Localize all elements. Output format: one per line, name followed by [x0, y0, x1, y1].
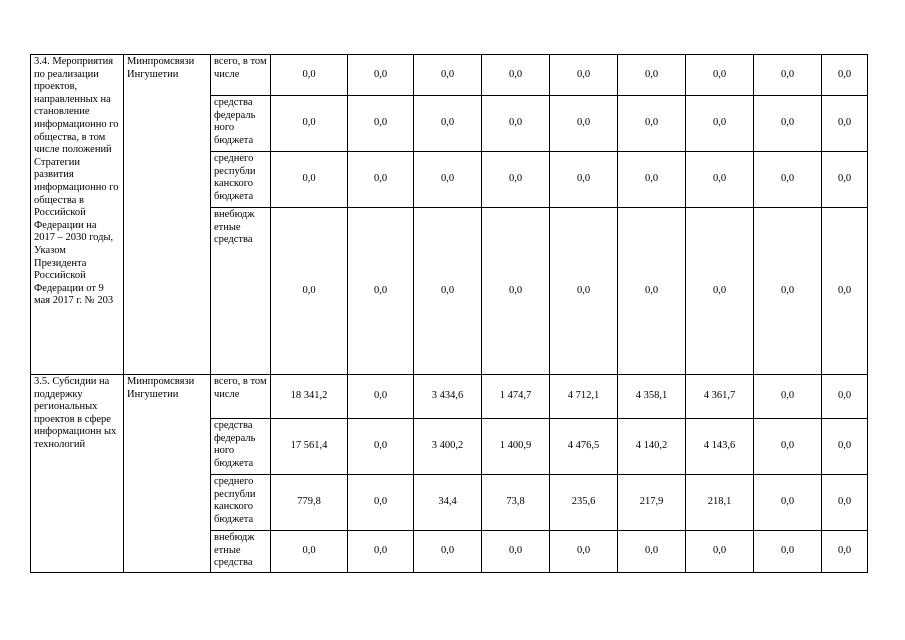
value-cell: 0,0: [348, 55, 414, 96]
value-cell: 0,0: [348, 152, 414, 208]
value-cell: 0,0: [550, 96, 618, 152]
source-label: среднего республи канского бюджета: [211, 152, 271, 208]
value-cell: 18 341,2: [271, 375, 348, 419]
measure-cell: 3.5. Субсидии на поддержку региональных проектов в сфере информационн ых технологий: [31, 375, 124, 573]
value-cell: 1 474,7: [482, 375, 550, 419]
value-cell: 4 712,1: [550, 375, 618, 419]
value-cell: 0,0: [348, 531, 414, 573]
value-cell: 0,0: [348, 419, 414, 475]
value-cell: 0,0: [618, 208, 686, 375]
value-cell: 0,0: [754, 419, 822, 475]
value-cell: 0,0: [686, 531, 754, 573]
source-label: внебюдж етные средства: [211, 531, 271, 573]
value-cell: 779,8: [271, 475, 348, 531]
value-cell: 0,0: [754, 55, 822, 96]
value-cell: 0,0: [550, 531, 618, 573]
budget-table: [30, 54, 868, 573]
source-label: средства федераль ного бюджета: [211, 419, 271, 475]
value-cell: 0,0: [618, 96, 686, 152]
value-cell: 4 358,1: [618, 375, 686, 419]
source-label: внебюдж етные средства: [211, 208, 271, 375]
value-cell: 0,0: [686, 208, 754, 375]
value-cell: 0,0: [271, 531, 348, 573]
value-cell: 17 561,4: [271, 419, 348, 475]
value-cell: 0,0: [754, 96, 822, 152]
value-cell: 0,0: [414, 96, 482, 152]
value-cell: 0,0: [754, 208, 822, 375]
value-cell: 0,0: [822, 419, 868, 475]
value-cell: 0,0: [482, 152, 550, 208]
executor-cell: Минпромсвязи Ингушетии: [124, 55, 211, 375]
value-cell: 218,1: [686, 475, 754, 531]
value-cell: 3 434,6: [414, 375, 482, 419]
value-cell: 4 361,7: [686, 375, 754, 419]
value-cell: 0,0: [414, 152, 482, 208]
value-cell: 0,0: [271, 96, 348, 152]
value-cell: 0,0: [618, 531, 686, 573]
value-cell: 0,0: [271, 55, 348, 96]
value-cell: 0,0: [414, 208, 482, 375]
value-cell: 4 143,6: [686, 419, 754, 475]
measure-cell: 3.4. Мероприятия по реализации проектов, направленных на становление информационно го общества, в том числе положений Стратегии развития информационно го общества в Российской Федерации на 2017 – 2030 годы, Указом Президента Российской Федерации от 9 мая 2017 г. № 203: [31, 55, 124, 375]
value-cell: 0,0: [348, 96, 414, 152]
value-cell: 0,0: [414, 531, 482, 573]
value-cell: 0,0: [822, 531, 868, 573]
value-cell: 0,0: [754, 475, 822, 531]
value-cell: 0,0: [686, 96, 754, 152]
source-label: среднего республи канского бюджета: [211, 475, 271, 531]
value-cell: 0,0: [482, 208, 550, 375]
value-cell: 3 400,2: [414, 419, 482, 475]
value-cell: 0,0: [550, 208, 618, 375]
value-cell: 0,0: [686, 152, 754, 208]
value-cell: 0,0: [482, 55, 550, 96]
value-cell: 0,0: [348, 475, 414, 531]
source-label: средства федераль ного бюджета: [211, 96, 271, 152]
value-cell: 0,0: [754, 152, 822, 208]
table-row: [31, 375, 868, 419]
value-cell: 0,0: [271, 152, 348, 208]
source-label: всего, в том числе: [211, 375, 271, 419]
value-cell: 0,0: [348, 208, 414, 375]
table-row: [31, 55, 868, 96]
value-cell: 0,0: [686, 55, 754, 96]
value-cell: 217,9: [618, 475, 686, 531]
executor-cell: Минпромсвязи Ингушетии: [124, 375, 211, 573]
value-cell: 0,0: [550, 152, 618, 208]
value-cell: 0,0: [550, 55, 618, 96]
value-cell: 0,0: [482, 531, 550, 573]
value-cell: 0,0: [754, 375, 822, 419]
value-cell: 0,0: [822, 96, 868, 152]
value-cell: 0,0: [754, 531, 822, 573]
value-cell: 0,0: [822, 208, 868, 375]
value-cell: 0,0: [822, 375, 868, 419]
value-cell: 0,0: [618, 55, 686, 96]
value-cell: 4 476,5: [550, 419, 618, 475]
value-cell: 0,0: [271, 208, 348, 375]
value-cell: 4 140,2: [618, 419, 686, 475]
value-cell: 0,0: [618, 152, 686, 208]
source-label: всего, в том числе: [211, 55, 271, 96]
value-cell: 0,0: [414, 55, 482, 96]
value-cell: 0,0: [822, 475, 868, 531]
value-cell: 34,4: [414, 475, 482, 531]
value-cell: 0,0: [482, 96, 550, 152]
value-cell: 73,8: [482, 475, 550, 531]
value-cell: 0,0: [822, 55, 868, 96]
value-cell: 0,0: [348, 375, 414, 419]
value-cell: 1 400,9: [482, 419, 550, 475]
value-cell: 235,6: [550, 475, 618, 531]
value-cell: 0,0: [822, 152, 868, 208]
